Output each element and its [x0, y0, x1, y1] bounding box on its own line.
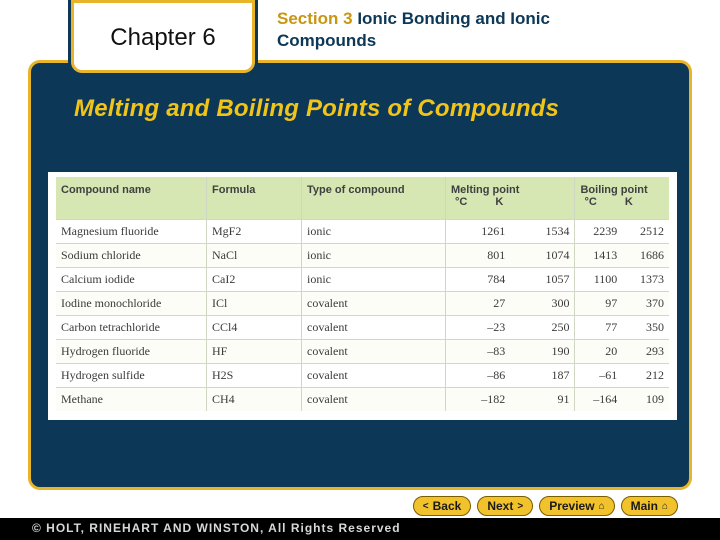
cell-compound-name: Magnesium fluoride [56, 220, 207, 244]
cell-melting-c: –182 [446, 388, 511, 412]
cell-melting-k: 187 [510, 364, 575, 388]
home-icon: ⌂ [598, 500, 605, 512]
cell-melting-c: 801 [446, 244, 511, 268]
section-name: Ionic Bonding and Ionic Compounds [277, 9, 550, 50]
mp-unit-k: K [495, 196, 504, 208]
cell-melting-c: –83 [446, 340, 511, 364]
table-row [56, 364, 669, 388]
table-row [56, 244, 669, 268]
col-melting-point [446, 177, 575, 220]
cell-boiling-c: 77 [575, 316, 622, 340]
cell-formula: HF [207, 340, 302, 364]
main-button[interactable] [621, 496, 678, 516]
cell-compound-name: Methane [56, 388, 207, 412]
cell-boiling-c: 1413 [575, 244, 622, 268]
cell-formula: MgF2 [207, 220, 302, 244]
cell-type: ionic [302, 268, 446, 292]
cell-boiling-k: 293 [622, 340, 669, 364]
cell-melting-c: 1261 [446, 220, 511, 244]
cell-boiling-k: 1373 [622, 268, 669, 292]
cell-boiling-c: 20 [575, 340, 622, 364]
next-button[interactable] [477, 496, 533, 516]
cell-melting-k: 300 [510, 292, 575, 316]
navigation-buttons [413, 496, 678, 516]
next-arrow-icon: > [517, 500, 524, 512]
cell-melting-k: 1534 [510, 220, 575, 244]
cell-type: covalent [302, 364, 446, 388]
back-label: Back [432, 499, 462, 513]
mp-unit-c: °C [455, 196, 468, 208]
cell-boiling-k: 2512 [622, 220, 669, 244]
section-label: Section 3 [277, 9, 353, 28]
cell-compound-name: Carbon tetrachloride [56, 316, 207, 340]
preview-button[interactable] [539, 496, 614, 516]
slide-heading: Melting and Boiling Points of Compounds [74, 95, 560, 122]
cell-boiling-k: 1686 [622, 244, 669, 268]
cell-melting-k: 1057 [510, 268, 575, 292]
cell-formula: CaI2 [207, 268, 302, 292]
cell-type: covalent [302, 316, 446, 340]
table-row [56, 220, 669, 244]
chapter-title: Chapter 6 [110, 24, 216, 51]
cell-boiling-c: 2239 [575, 220, 622, 244]
cell-melting-c: 784 [446, 268, 511, 292]
table-row [56, 268, 669, 292]
cell-boiling-k: 370 [622, 292, 669, 316]
col-boiling-point [575, 177, 669, 220]
bp-unit-c: °C [584, 196, 597, 208]
table-row [56, 340, 669, 364]
boiling-point-label: Boiling point [580, 184, 648, 196]
col-type: Type of compound [302, 177, 446, 220]
cell-formula: NaCl [207, 244, 302, 268]
cell-type: ionic [302, 220, 446, 244]
cell-compound-name: Hydrogen fluoride [56, 340, 207, 364]
cell-boiling-c: 97 [575, 292, 622, 316]
cell-formula: CCl4 [207, 316, 302, 340]
cell-type: covalent [302, 292, 446, 316]
cell-formula: H2S [207, 364, 302, 388]
cell-type: ionic [302, 244, 446, 268]
cell-type: covalent [302, 388, 446, 412]
cell-boiling-c: 1100 [575, 268, 622, 292]
next-label: Next [487, 499, 514, 513]
cell-melting-c: –23 [446, 316, 511, 340]
cell-compound-name: Iodine monochloride [56, 292, 207, 316]
back-button[interactable] [413, 496, 472, 516]
table-row [56, 316, 669, 340]
cell-formula: ICl [207, 292, 302, 316]
cell-melting-k: 91 [510, 388, 575, 412]
col-formula: Formula [207, 177, 302, 220]
cell-boiling-k: 109 [622, 388, 669, 412]
col-compound-name: Compound name [56, 177, 207, 220]
table-row [56, 292, 669, 316]
section-title [277, 8, 597, 52]
cell-melting-k: 190 [510, 340, 575, 364]
home-icon: ⌂ [661, 500, 668, 512]
cell-type: covalent [302, 340, 446, 364]
table-row [56, 388, 669, 412]
cell-compound-name: Sodium chloride [56, 244, 207, 268]
main-label: Main [630, 499, 658, 513]
copyright-text: © HOLT, RINEHART AND WINSTON, All Rights Reserved [32, 521, 401, 535]
cell-boiling-c: –61 [575, 364, 622, 388]
cell-melting-c: 27 [446, 292, 511, 316]
bp-unit-k: K [624, 196, 633, 208]
cell-melting-k: 250 [510, 316, 575, 340]
compounds-table [48, 172, 677, 420]
cell-boiling-k: 212 [622, 364, 669, 388]
melting-point-label: Melting point [451, 184, 520, 196]
cell-melting-k: 1074 [510, 244, 575, 268]
cell-boiling-c: –164 [575, 388, 622, 412]
back-arrow-icon: < [422, 500, 429, 512]
cell-boiling-k: 350 [622, 316, 669, 340]
preview-label: Preview [549, 499, 595, 513]
cell-compound-name: Calcium iodide [56, 268, 207, 292]
cell-compound-name: Hydrogen sulfide [56, 364, 207, 388]
cell-formula: CH4 [207, 388, 302, 412]
cell-melting-c: –86 [446, 364, 511, 388]
